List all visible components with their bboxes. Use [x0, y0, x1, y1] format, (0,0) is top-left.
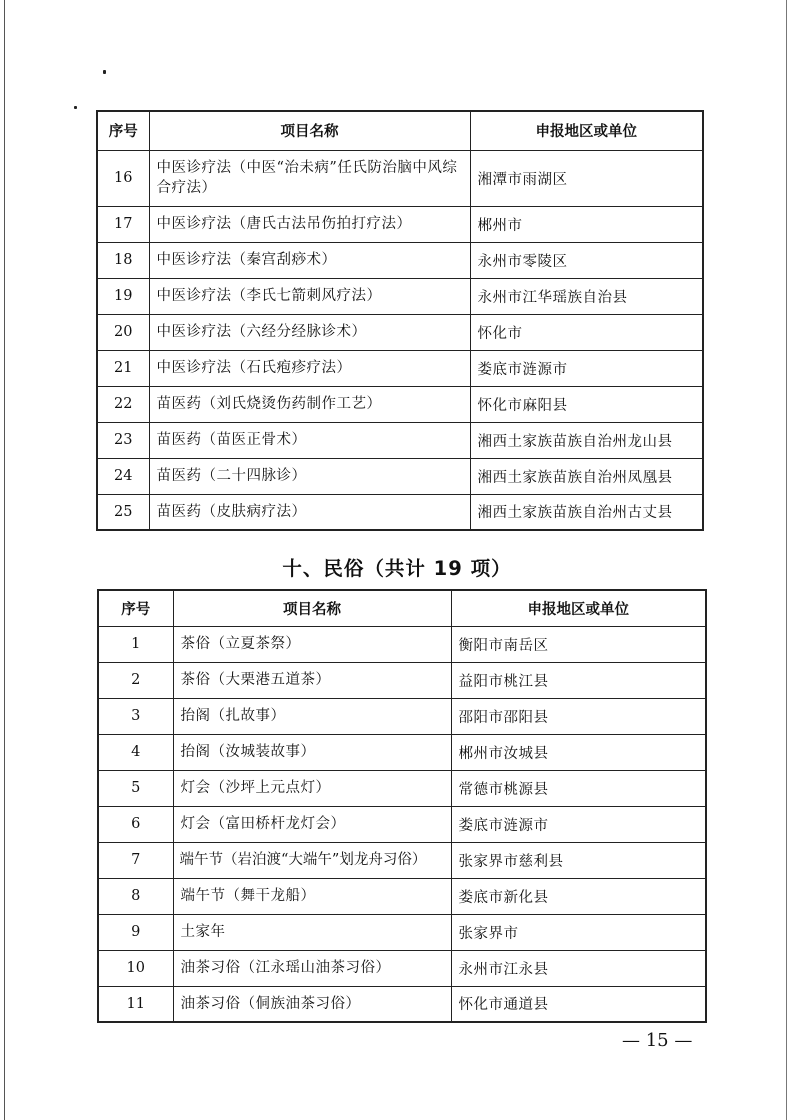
row-item-name: 端午节（岩泊渡“大端午”划龙舟习俗） — [173, 842, 451, 878]
row-item-name: 苗医药（刘氏烧烫伤药制作工艺） — [149, 386, 470, 422]
row-region: 张家界市慈利县 — [451, 842, 706, 878]
row-number: 23 — [97, 422, 149, 458]
header-item-name: 项目名称 — [149, 111, 470, 150]
row-region: 湘西土家族苗族自治州古丈县 — [470, 494, 703, 530]
table-row — [98, 734, 706, 770]
row-item-name: 苗医药（二十四脉诊） — [149, 458, 470, 494]
table-row — [97, 242, 703, 278]
table-row — [97, 494, 703, 530]
row-region: 怀化市通道县 — [451, 986, 706, 1022]
row-number: 25 — [97, 494, 149, 530]
row-number: 20 — [97, 314, 149, 350]
table-row — [97, 386, 703, 422]
row-item-name: 土家年 — [173, 914, 451, 950]
row-region: 郴州市 — [470, 206, 703, 242]
table-row — [97, 206, 703, 242]
row-item-name: 端午节（舞干龙船） — [173, 878, 451, 914]
row-region: 永州市江永县 — [451, 950, 706, 986]
row-region: 益阳市桃江县 — [451, 662, 706, 698]
row-region: 娄底市新化县 — [451, 878, 706, 914]
row-region: 湘西土家族苗族自治州凤凰县 — [470, 458, 703, 494]
table-header-row — [97, 111, 703, 150]
table-row — [97, 150, 703, 206]
table-row — [98, 626, 706, 662]
row-region: 张家界市 — [451, 914, 706, 950]
row-region: 邵阳市邵阳县 — [451, 698, 706, 734]
row-number: 10 — [98, 950, 173, 986]
table-row — [98, 806, 706, 842]
row-region: 永州市江华瑶族自治县 — [470, 278, 703, 314]
row-item-name: 中医诊疗法（石氏疱疹疗法） — [149, 350, 470, 386]
row-item-name: 茶俗（大栗港五道茶） — [173, 662, 451, 698]
row-item-name: 苗医药（苗医正骨术） — [149, 422, 470, 458]
table-row — [98, 878, 706, 914]
row-item-name: 中医诊疗法（李氏七箭刺风疗法） — [149, 278, 470, 314]
row-number: 9 — [98, 914, 173, 950]
header-region: 申报地区或单位 — [451, 590, 706, 626]
row-number: 4 — [98, 734, 173, 770]
row-number: 16 — [97, 150, 149, 206]
row-item-name: 灯会（富田桥杆龙灯会） — [173, 806, 451, 842]
header-region: 申报地区或单位 — [470, 111, 703, 150]
row-item-name: 抬阁（扎故事） — [173, 698, 451, 734]
row-number: 11 — [98, 986, 173, 1022]
row-region: 衡阳市南岳区 — [451, 626, 706, 662]
row-item-name: 灯会（沙坪上元点灯） — [173, 770, 451, 806]
page-number: — 15 — — [622, 1030, 693, 1051]
table-row — [97, 350, 703, 386]
row-number: 21 — [97, 350, 149, 386]
header-item-name: 项目名称 — [173, 590, 451, 626]
table-row — [97, 422, 703, 458]
row-item-name: 中医诊疗法（中医“治未病”任氏防治脑中风综合疗法） — [149, 150, 470, 206]
table-row — [98, 914, 706, 950]
row-number: 5 — [98, 770, 173, 806]
header-number: 序号 — [98, 590, 173, 626]
row-number: 22 — [97, 386, 149, 422]
row-region: 娄底市涟源市 — [451, 806, 706, 842]
row-item-name: 苗医药（皮肤病疗法） — [149, 494, 470, 530]
row-number: 7 — [98, 842, 173, 878]
row-item-name: 油茶习俗（侗族油茶习俗） — [173, 986, 451, 1022]
row-number: 8 — [98, 878, 173, 914]
row-region: 湘潭市雨湖区 — [470, 150, 703, 206]
row-number: 24 — [97, 458, 149, 494]
row-item-name: 中医诊疗法（六经分经脉诊术） — [149, 314, 470, 350]
row-region: 常德市桃源县 — [451, 770, 706, 806]
row-number: 17 — [97, 206, 149, 242]
row-number: 2 — [98, 662, 173, 698]
scan-speck — [103, 70, 106, 74]
folk-custom-items-table — [97, 589, 707, 1023]
table-row — [97, 314, 703, 350]
row-item-name: 中医诊疗法（秦宫刮痧术） — [149, 242, 470, 278]
row-item-name: 中医诊疗法（唐氏古法吊伤拍打疗法） — [149, 206, 470, 242]
row-region: 娄底市涟源市 — [470, 350, 703, 386]
row-region: 怀化市麻阳县 — [470, 386, 703, 422]
row-region: 郴州市汝城县 — [451, 734, 706, 770]
table-row — [98, 770, 706, 806]
table-row — [97, 278, 703, 314]
table-row — [98, 842, 706, 878]
row-region: 永州市零陵区 — [470, 242, 703, 278]
scan-speck — [74, 106, 77, 109]
header-number: 序号 — [97, 111, 149, 150]
table-row — [98, 662, 706, 698]
table-row — [98, 698, 706, 734]
table-row — [98, 986, 706, 1022]
row-number: 18 — [97, 242, 149, 278]
medicine-items-table — [96, 110, 704, 531]
section-title: 十、民俗（共计 19 项） — [282, 557, 512, 580]
row-item-name: 油茶习俗（江永瑶山油茶习俗） — [173, 950, 451, 986]
row-item-name: 抬阁（汝城装故事） — [173, 734, 451, 770]
row-item-name: 茶俗（立夏茶祭） — [173, 626, 451, 662]
row-number: 1 — [98, 626, 173, 662]
table-header-row — [98, 590, 706, 626]
table-row — [97, 458, 703, 494]
row-region: 湘西土家族苗族自治州龙山县 — [470, 422, 703, 458]
row-region: 怀化市 — [470, 314, 703, 350]
table-row — [98, 950, 706, 986]
row-number: 3 — [98, 698, 173, 734]
row-number: 6 — [98, 806, 173, 842]
row-number: 19 — [97, 278, 149, 314]
